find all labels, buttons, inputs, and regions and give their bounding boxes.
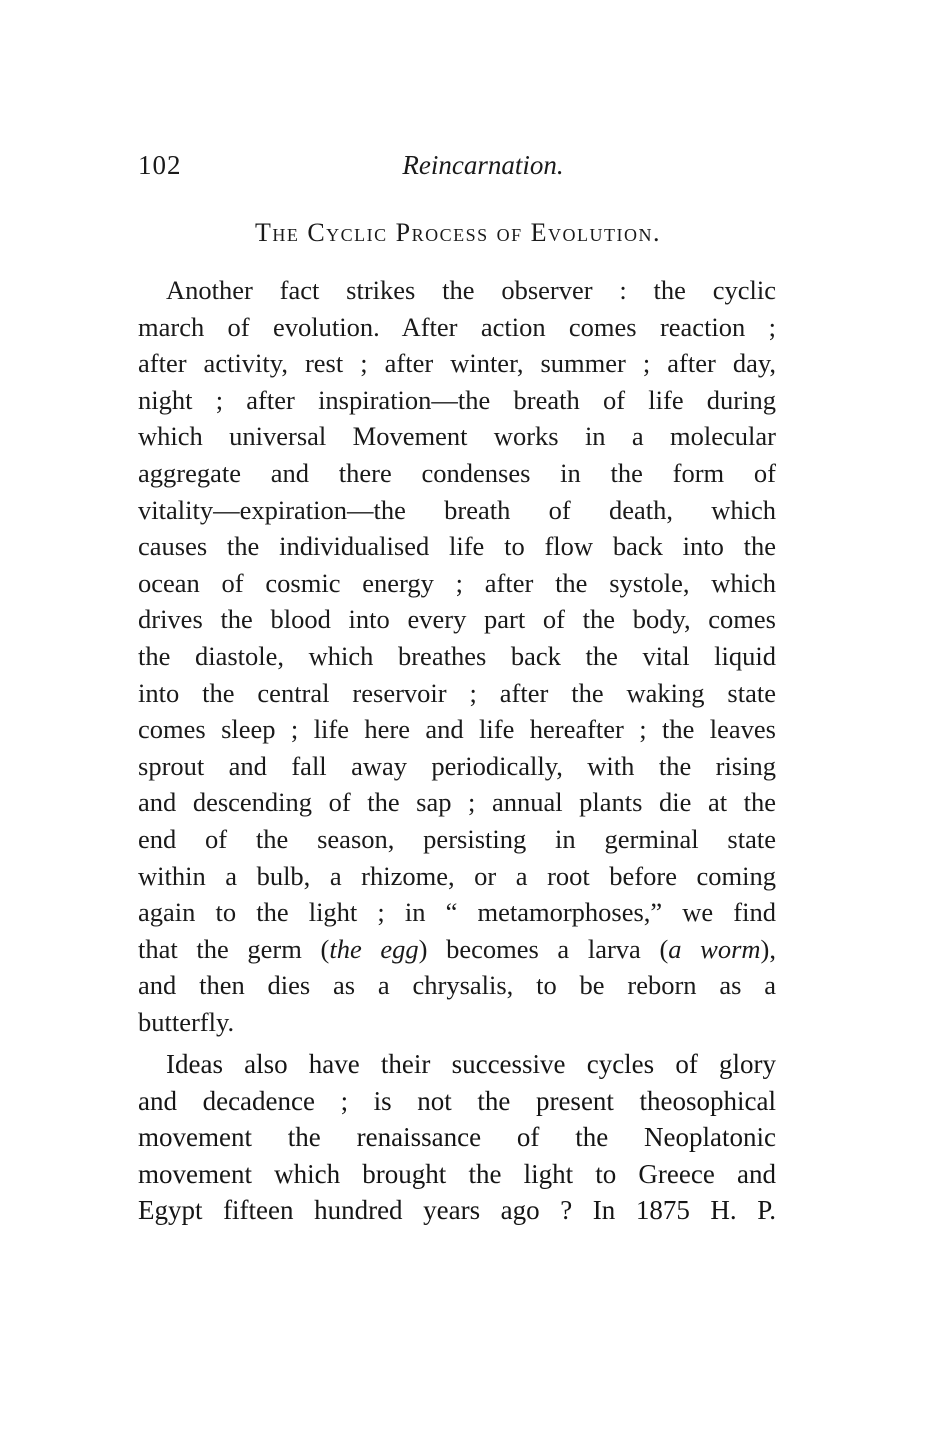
running-head [138, 150, 778, 184]
text-line: drives the blood into every part of the body, comes [138, 604, 776, 635]
text-line: movement the renaissance of the Neoplatonic [138, 1122, 776, 1153]
italic-text: a worm [668, 933, 761, 964]
text-line: after activity, rest ; after winter, summer ; after day, [138, 348, 776, 379]
text-line: Ideas also have their successive cycles of glory [166, 1049, 776, 1079]
section-title: The Cyclic Process of Evolution. [254, 218, 662, 247]
text-line: butterfly. [138, 1006, 235, 1037]
italic-text: the egg [329, 933, 419, 964]
text-run: ) becomes a larva ( [418, 933, 669, 964]
text-line: again to the light ; in “ metamorphoses,” we find [138, 897, 776, 928]
text-line: which universal Movement works in a molecular [138, 421, 776, 452]
text-run: that the germ ( [138, 933, 330, 964]
page-number: 102 [138, 150, 182, 180]
text-line: Another fact strikes the observer : the cyclic [166, 275, 776, 305]
text-line: vitality—expiration—the breath of death, which [138, 494, 776, 525]
text-line: end of the season, persisting in germinal state [138, 823, 776, 854]
text-line: and decadence ; is not the present theosophical [138, 1085, 776, 1116]
paragraph-1 [138, 272, 776, 1040]
text-line: Egypt fifteen hundred years ago ? In 1875 H. P. [138, 1195, 776, 1226]
running-title: Reincarnation. [402, 150, 564, 180]
text-line: causes the individualised life to flow back into the [138, 531, 776, 562]
text-line: and descending of the sap ; annual plants die at the [138, 787, 776, 818]
text-line: movement which brought the light to Greece and [138, 1158, 776, 1189]
text-line: the diastole, which breathes back the vital liquid [138, 640, 776, 671]
text-line: comes sleep ; life here and life hereafter ; the leaves [138, 714, 776, 745]
text-line: and then dies as a chrysalis, to be reborn as a [138, 970, 776, 1001]
text-line: march of evolution. After action comes reaction ; [138, 311, 776, 342]
text-line: night ; after inspiration—the breath of life during [138, 384, 776, 415]
text-line-germ [138, 931, 776, 968]
text-line: ocean of cosmic energy ; after the systole, which [138, 567, 776, 598]
text-line: within a bulb, a rhizome, or a root before coming [138, 860, 776, 891]
text-run: ), [760, 933, 776, 964]
paragraph-2 [138, 1046, 776, 1229]
text-line: into the central reservoir ; after the waking state [138, 677, 776, 708]
text-line: aggregate and there condenses in the form of [138, 457, 776, 488]
text-line: sprout and fall away periodically, with the rising [138, 750, 776, 781]
